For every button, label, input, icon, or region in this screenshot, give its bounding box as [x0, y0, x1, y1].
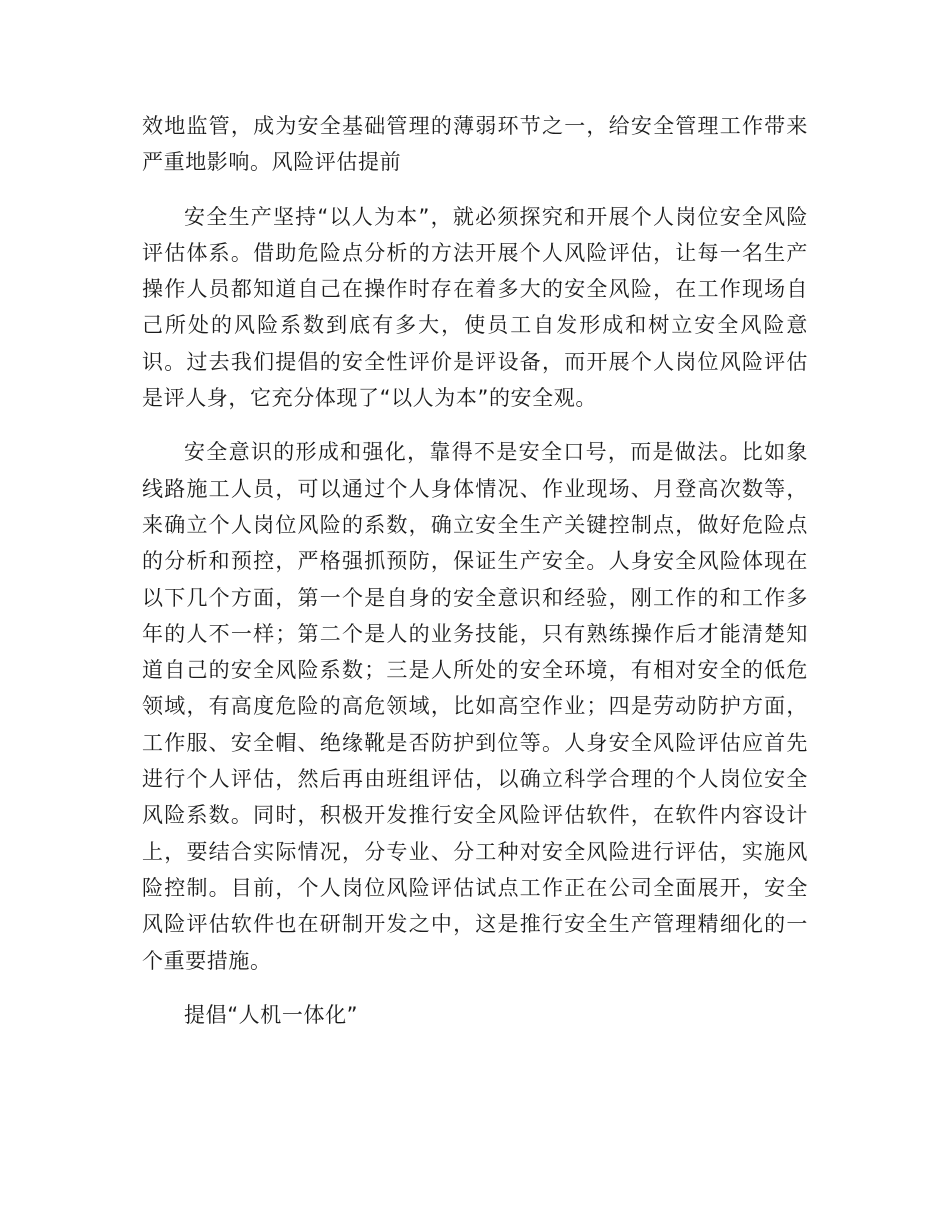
- paragraph-individual-risk-assessment: 安全生产坚持“以人为本”，就必须探究和开展个人岗位安全风险评估体系。借助危险点分析的方法开展个人风险评估，让每一名生产操作人员都知道自己在操作时存在着多大的安全风险，在工作现场自己所处的风险系数到底有多大，使员工自发形成和树立安全风险意识。过去我们提倡的安全性评价是评设备，而开展个人岗位风险评估是评人身，它充分体现了“以人为本”的安全观。: [142, 204, 808, 411]
- paragraph-continuation: 效地监管，成为安全基础管理的薄弱环节之一，给安全管理工作带来严重地影响。风险评估提前: [142, 114, 808, 175]
- paragraph-safety-awareness: 安全意识的形成和强化，靠得不是安全口号，而是做法。比如象线路施工人员，可以通过个人身体情况、作业现场、月登高次数等，来确立个人岗位风险的系数，确立安全生产关键控制点，做好危险点的分析和预控，严格强抓预防，保证生产安全。人身安全风险体现在以下几个方面，第一个是自身的安全意识和经验，刚工作的和工作多年的人不一样；第二个是人的业务技能，只有熟练操作后才能清楚知道自己的安全风险系数；三是人所处的安全环境，有相对安全的低危领域，有高度危险的高危领域，比如高空作业；四是劳动防护方面，工作服、安全帽、绝缘靴是否防护到位等。人身安全风险评估应首先进行个人评估，然后再由班组评估，以确立科学合理的个人岗位安全风险系数。同时，积极开发推行安全风险评估软件，在软件内容设计上，要结合实际情况，分专业、分工种对安全风险进行评估，实施风险控制。目前，个人岗位风险评估试点工作正在公司全面展开，安全风险评估软件也在研制开发之中，这是推行安全生产管理精细化的一个重要措施。: [142, 440, 808, 973]
- section-heading-human-machine: 提倡“人机一体化”: [184, 1002, 359, 1027]
- document-body: [142, 108, 808, 1051]
